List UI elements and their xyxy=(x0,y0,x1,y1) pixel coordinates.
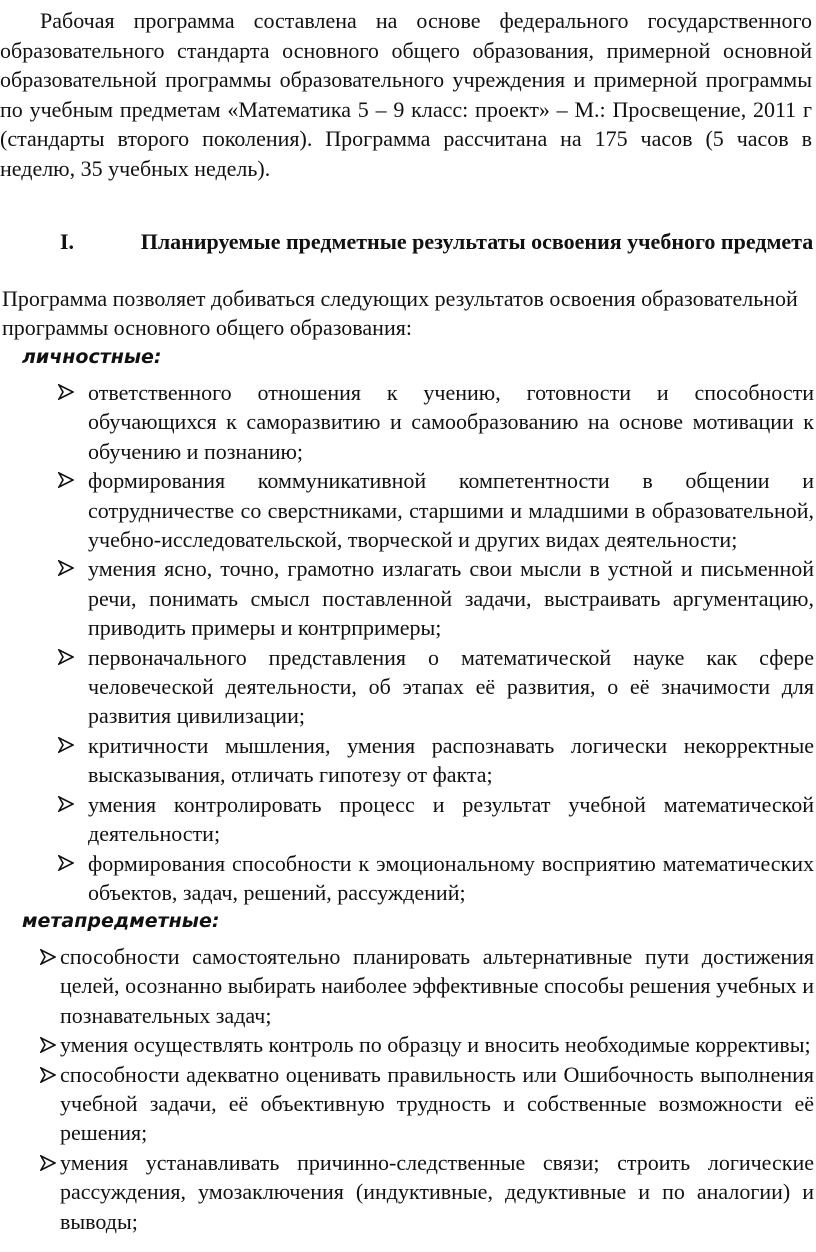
arrowhead-bullet-icon xyxy=(58,472,74,488)
list-item-text: критичности мышления, умения распознавать логически некорректные высказывания, отличать гипотезу от факта; xyxy=(88,732,814,788)
list-item-text: первоначального представления о математической науке как сфере человеческой деятельности, об этапах её развития, о её значимости для развития цивилизации; xyxy=(88,644,814,729)
meta-results-label: метапредметные: xyxy=(22,910,220,932)
list-item xyxy=(58,378,814,466)
list-item xyxy=(22,1148,814,1236)
list-item-text: ответственного отношения к учению, готовности и способности обучающихся к саморазвитию и самообразованию на основе мотивации к обучению и познанию; xyxy=(88,380,814,464)
arrowhead-bullet-icon xyxy=(58,855,74,871)
list-item xyxy=(58,466,814,554)
lead-paragraph: Программа позволяет добиваться следующих результатов освоения образовательной программы основного общего образования: xyxy=(2,286,798,340)
arrowhead-bullet-icon xyxy=(58,384,74,400)
list-item xyxy=(22,1030,814,1059)
personal-results-list xyxy=(58,378,814,907)
personal-results-label: личностные: xyxy=(22,346,162,368)
section-heading xyxy=(60,228,816,256)
section-title: Планируемые предметные результаты освоения учебного предмета xyxy=(140,229,814,254)
list-item-text: формирования коммуникативной компетентности в общении и сотрудничестве со сверстниками, старшими и младшими в образовательной, учебно-исследовательской, творческой и других видах деятельности; xyxy=(88,468,814,553)
meta-results-list xyxy=(22,942,814,1236)
arrowhead-bullet-icon xyxy=(58,796,74,812)
arrowhead-bullet-icon xyxy=(58,560,74,576)
list-item-text: умения осуществлять контроль по образцу и вносить необходимые коррективы; xyxy=(60,1032,811,1058)
list-item xyxy=(58,849,814,908)
arrowhead-bullet-icon xyxy=(40,1030,60,1059)
arrowhead-bullet-icon xyxy=(58,737,74,753)
list-item-text: умения контролировать процесс и результат учебной математической деятельности; xyxy=(88,791,814,847)
list-item xyxy=(58,643,814,731)
list-item-text: умения устанавливать причинно-следственные связи; строить логические рассуждения, умозаключения (индуктивные, дедуктивные и по аналогии) и выводы; xyxy=(60,1149,814,1234)
intro-paragraph: Рабочая программа составлена на основе федерального государственного образовательного стандарта основного общего образования, примерной основной образовательной программы образовательного учреждения и примерной программы по учебным предметам «Математика 5 – 9 класс: проект» – М.: Просвещение, 2011 г (стандарты второго поколения). Программа рассчитана на 175 часов (5 часов в неделю, 35 учебных недель). xyxy=(0,8,812,181)
list-item xyxy=(22,1060,814,1148)
list-item xyxy=(58,731,814,790)
section-number: I. xyxy=(60,229,75,254)
list-item-text: способности адекватно оценивать правильность или Ошибочность выполнения учебной задачи, её объективную трудность и собственные возможности её решения; xyxy=(60,1061,814,1146)
arrowhead-bullet-icon xyxy=(40,1148,60,1177)
list-item xyxy=(58,790,814,849)
list-item-text: способности самостоятельно планировать альтернативные пути достижения целей, осознанно выбирать наиболее эффективные способы решения учебных и познавательных задач; xyxy=(60,944,814,1028)
arrowhead-bullet-icon xyxy=(40,1060,60,1089)
list-item-text: умения ясно, точно, грамотно излагать свои мысли в устной и письменной речи, понимать смысл поставленной задачи, выстраивать аргументацию, приводить примеры и контрпримеры; xyxy=(88,556,814,641)
list-item xyxy=(58,554,814,642)
arrowhead-bullet-icon xyxy=(58,649,74,665)
list-item xyxy=(22,942,814,1030)
list-item-text: формирования способности к эмоциональному восприятию математических объектов, задач, решений, рассуждений; xyxy=(88,850,814,905)
arrowhead-bullet-icon xyxy=(40,942,60,971)
